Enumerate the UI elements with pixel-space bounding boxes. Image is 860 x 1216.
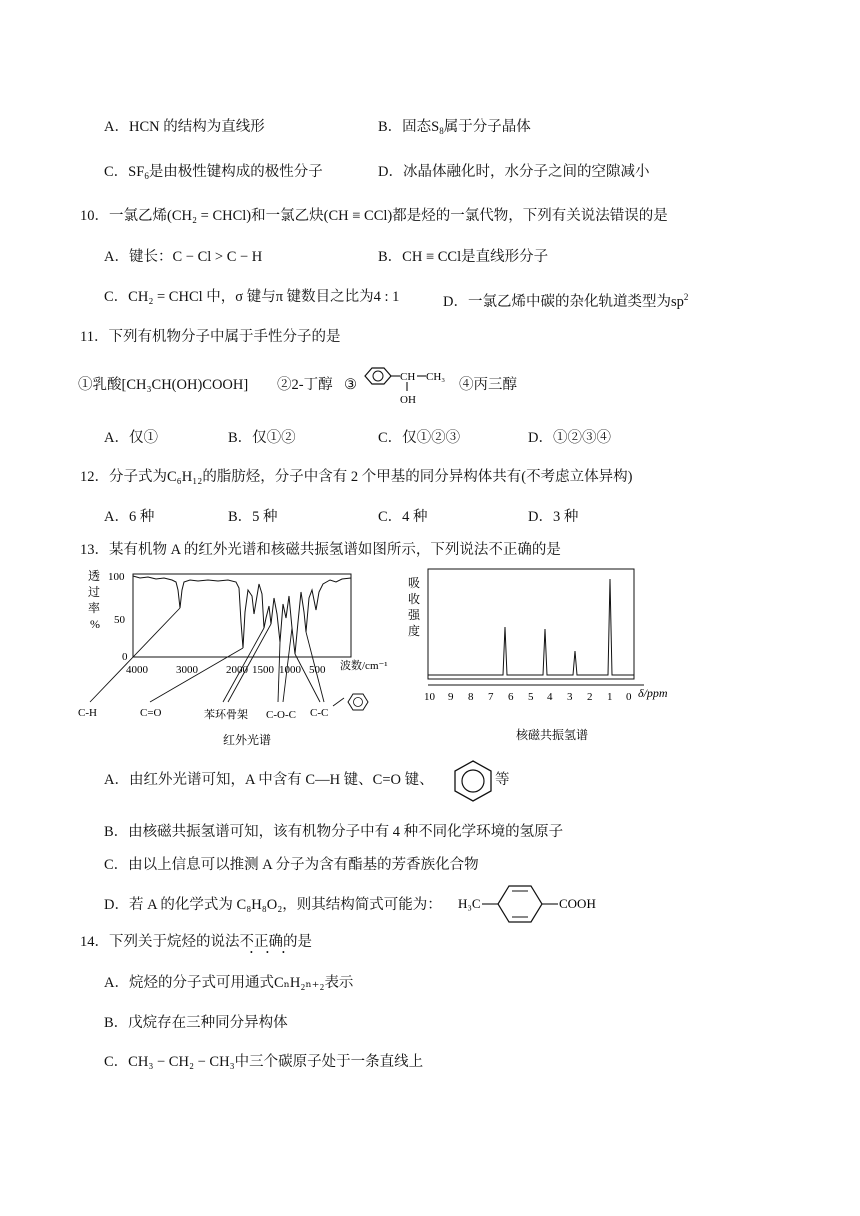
q11-option-d: D．①②③④ xyxy=(528,430,611,446)
nmr-xtick-6: 6 xyxy=(508,691,514,703)
q9-option-c xyxy=(104,162,323,186)
nmr-xticks xyxy=(424,691,632,703)
q10-d-pre: D．一氯乙烯中碳的杂化轨道类型为sp xyxy=(443,294,684,310)
q11-item-3: ③ xyxy=(344,377,357,393)
ir-xtick-2000: 2000 xyxy=(226,664,248,676)
ir-benzene-icon xyxy=(348,694,368,710)
q12-option-b: B．5 种 xyxy=(228,509,278,525)
q14-a-post: 表示 xyxy=(324,975,354,991)
nmr-plot-frame xyxy=(428,569,634,679)
ir-xtick-1500: 1500 xyxy=(252,664,274,676)
q11-stem: 11．下列有机物分子中属于手性分子的是 xyxy=(80,329,341,345)
q9-option-b-post: 属于分子晶体 xyxy=(443,119,531,135)
q14-c-formula: CH₃ − CH₂ − CH₃ xyxy=(128,1054,235,1070)
q9-option-d: D．冰晶体融化时，水分子之间的空隙减小 xyxy=(378,164,650,180)
ir-xunit: 波数/cm⁻¹ xyxy=(340,660,388,672)
q11-struct-ch: CH xyxy=(400,371,416,383)
nmr-xtick-3: 3 xyxy=(567,691,573,703)
nmr-xtick-5: 5 xyxy=(528,691,534,703)
q13-option-c: C．由以上信息可以推测 A 分子为含有酯基的芳香族化合物 xyxy=(104,857,479,873)
q9-c-post: 是由极性键构成的极性分子 xyxy=(148,164,323,180)
q12-stem-formula: C₆H₁₂ xyxy=(167,469,203,485)
q11-option-b: B．仅①② xyxy=(228,430,296,446)
q13-option-d: D．若 A 的化学式为 C₈H₈O₂，则其结构简式可能为： xyxy=(104,897,442,913)
q12-option-a: A．6 种 xyxy=(104,509,155,525)
q11-option-c: C．仅①②③ xyxy=(378,430,461,446)
q9-c-formula-main: SF xyxy=(128,164,145,180)
q9-option-a: A．HCN 的结构为直线形 xyxy=(104,119,265,135)
ir-xtick-500: 500 xyxy=(309,664,326,676)
q9-option-b xyxy=(378,117,531,141)
q12-option-c: C．4 种 xyxy=(378,509,428,525)
ir-ylabel-3: 率 xyxy=(88,601,101,615)
nmr-ylabel xyxy=(408,576,421,638)
q13-d-h3c: H₃C xyxy=(458,896,481,911)
ir-label-ch: C-H xyxy=(78,707,97,719)
q13-d-cooh: COOH xyxy=(559,896,596,911)
q10-option-a: A．键长：C − Cl > C − H xyxy=(104,249,263,265)
ir-spectrum-figure xyxy=(78,562,408,752)
nmr-xtick-0: 0 xyxy=(626,691,632,703)
q14-option-a xyxy=(104,973,353,993)
q14-stem: 14．下列关于烷烃的说法不正确的是 xyxy=(80,934,312,950)
q14-c-post: 中三个碳原子处于一条直线上 xyxy=(234,1054,424,1070)
ir-xticks xyxy=(126,658,388,676)
nmr-xtick-1: 1 xyxy=(607,691,613,703)
q10-option-c: C．CH₂ = CHCl 中，σ 键与π 键数目之比为4 : 1 xyxy=(104,289,400,305)
q14-a-pre: A．烷烃的分子式可用通式 xyxy=(104,975,274,991)
emphasis-dot: • xyxy=(282,948,285,957)
q9-option-b-pre: B．固态 xyxy=(378,119,432,135)
q11-item-4: ④丙三醇 xyxy=(459,377,517,393)
ir-ylabel-4: % xyxy=(90,617,100,631)
q13-d-structure xyxy=(456,880,606,926)
q10-d-sup: 2 xyxy=(683,292,689,302)
q9-c-pre: C． xyxy=(104,164,129,180)
nmr-caption: 核磁共振氢谱 xyxy=(516,728,589,742)
ir-xtick-3000: 3000 xyxy=(176,664,198,676)
q13-option-a xyxy=(104,770,434,790)
ir-label-cc: C-C xyxy=(310,707,329,719)
nmr-xtick-4: 4 xyxy=(547,691,553,703)
benzene-ring-icon xyxy=(450,758,496,804)
q14-c-pre: C． xyxy=(104,1054,129,1070)
ir-spectrum-trace xyxy=(133,576,351,654)
q11-struct-ch3: CH₃ xyxy=(426,371,446,383)
nmr-spectrum-figure xyxy=(404,565,734,750)
nmr-xtick-9: 9 xyxy=(448,691,454,703)
q13-option-b: B．由核磁共振氢谱可知，该有机物分子中有 4 种不同化学环境的氢原子 xyxy=(104,824,564,840)
ir-label-co: C=O xyxy=(140,707,162,719)
ir-yticks xyxy=(108,571,128,663)
ir-ytick-0: 0 xyxy=(122,651,128,663)
q9-b-formula-main: S xyxy=(431,119,440,135)
ir-label-benzene-skeleton: 苯环骨架 xyxy=(204,709,248,721)
q14-option-c xyxy=(104,1052,423,1072)
q9-c-formula-sub: 6 xyxy=(144,171,149,181)
ir-peak-labels xyxy=(78,707,328,721)
q11-item-2: ②2-丁醇 xyxy=(277,377,333,393)
emphasis-dot: • xyxy=(266,948,269,957)
nmr-ylabel-4: 度 xyxy=(408,624,421,638)
q12-option-d: D．3 种 xyxy=(528,509,579,525)
ir-label-coc: C-O-C xyxy=(266,709,296,721)
nmr-ylabel-2: 收 xyxy=(408,592,421,606)
ir-caption: 红外光谱 xyxy=(223,733,272,747)
q13-option-a-post: 等 xyxy=(495,772,510,788)
q14-a-formula: CₙH₂ₙ₊₂ xyxy=(273,975,325,991)
ir-ylabel xyxy=(88,569,100,631)
q10-option-b: B．CH ≡ CCl是直线形分子 xyxy=(378,249,549,265)
ir-xtick-1000: 1000 xyxy=(279,664,301,676)
q13-stem: 13．某有机物 A 的红外光谱和核磁共振氢谱如图所示，下列说法不正确的是 xyxy=(80,542,561,558)
ir-ytick-100: 100 xyxy=(108,571,125,583)
q10-option-d xyxy=(443,287,688,312)
emphasis-dot: • xyxy=(250,948,253,957)
nmr-xtick-8: 8 xyxy=(468,691,474,703)
ir-ytick-50: 50 xyxy=(114,614,125,626)
nmr-xtick-2: 2 xyxy=(587,691,593,703)
nmr-xunit: δ/ppm xyxy=(638,686,668,700)
q13-a-pre: A．由红外光谱可知，A 中含有 C—H 键、C=O 键、 xyxy=(104,772,434,788)
nmr-spectrum-trace xyxy=(428,579,634,675)
nmr-ylabel-1: 吸 xyxy=(408,576,421,590)
ir-xtick-4000: 4000 xyxy=(126,664,148,676)
ir-ylabel-1: 透 xyxy=(88,569,101,583)
nmr-xtick-7: 7 xyxy=(488,691,494,703)
q9-b-formula-sub: 8 xyxy=(439,126,444,136)
q12-stem-post: 的脂肪烃，分子中含有 2 个甲基的同分异构体共有(不考虑立体异构) xyxy=(202,469,633,485)
q14-option-b: B．戊烷存在三种同分异构体 xyxy=(104,1015,288,1031)
nmr-ylabel-3: 强 xyxy=(408,608,421,622)
q11-struct-oh: OH xyxy=(400,394,416,406)
q11-phenylethanol-structure xyxy=(360,362,460,408)
q11-option-a: A．仅① xyxy=(104,430,158,446)
q12-stem xyxy=(80,467,632,487)
nmr-xtick-10: 10 xyxy=(424,691,435,703)
q11-item-1: ①乳酸[CH₃CH(OH)COOH] xyxy=(78,377,249,393)
ir-ylabel-2: 过 xyxy=(88,585,101,599)
q10-stem: 10．一氯乙烯(CH₂ = CHCl)和一氯乙炔(CH ≡ CCl)都是烃的一氯代物，下列有关说法错误的是 xyxy=(80,208,668,224)
ir-plot-frame xyxy=(133,574,351,657)
q12-stem-pre: 12．分子式为 xyxy=(80,469,167,485)
q9-option-b-formula xyxy=(431,119,444,135)
